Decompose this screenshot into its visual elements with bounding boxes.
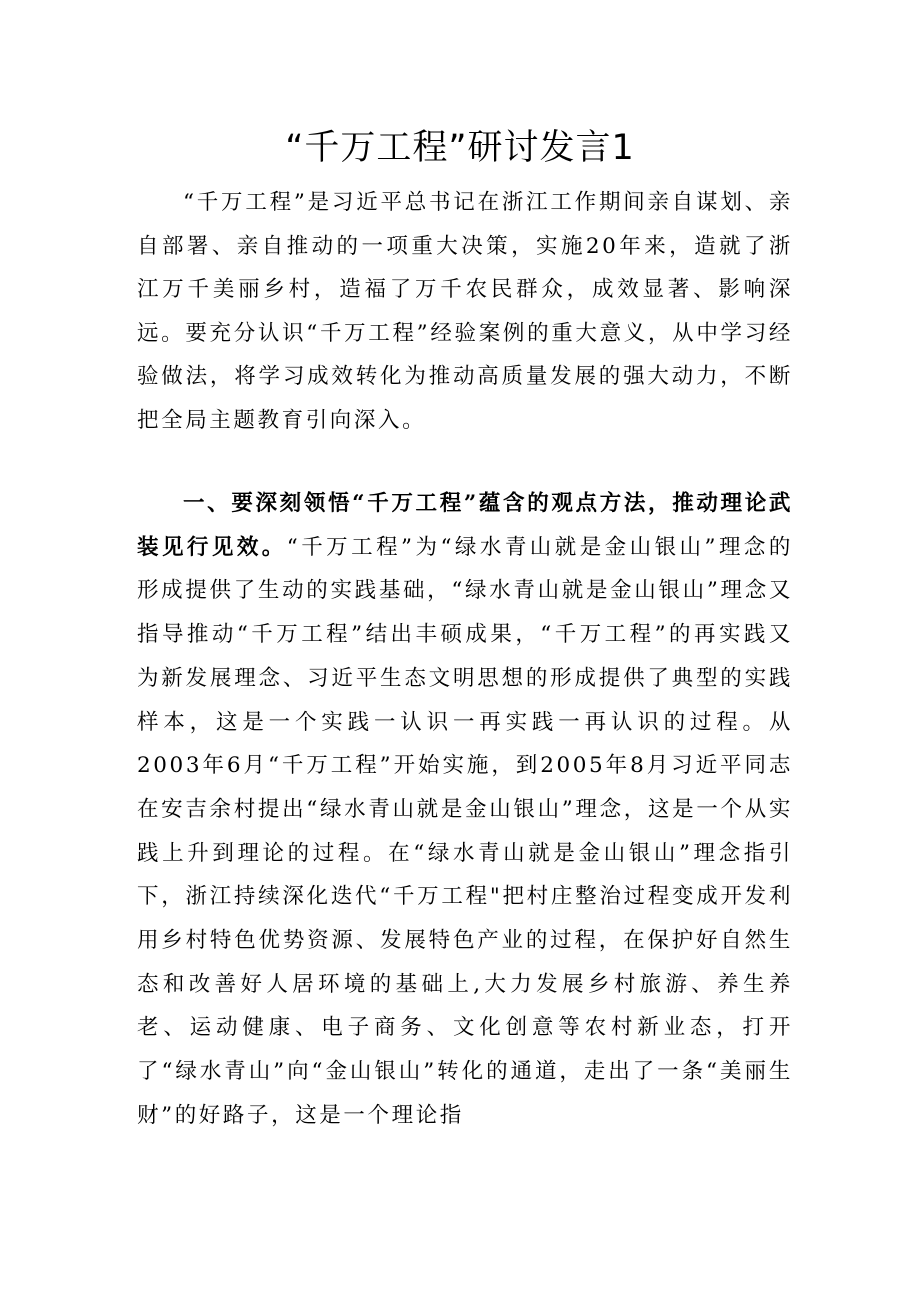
section-1-heading: 一、要深刻领悟“千万工程”蕴含的观点方法，推动理论武装见行见效。: [137, 491, 793, 560]
document-title: “千万工程”研讨发言1: [285, 128, 635, 168]
section-1-body: “千万工程”为“绿水青山就是金山银山”理念的形成提供了生动的实践基础，“绿水青山就是金山银山”理念又指导推动“千万工程”结出丰硕成果，“千万工程”的再实践又为新发展理念、习近平生态文明思想的形成提供了典型的实践样本，这是一个实践一认识一再实践一再认识的过程。从2003年6月“千万工程”开始实施，到2005年8月习近平同志在安吉余村提出“绿水青山就是金山银山”理念，这是一个从实践上升到理论的过程。在“绿水青山就是金山银山”理念指引下，浙江持续深化迭代“千万工程"把村庄整治过程变成开发利用乡村特色优势资源、发展特色产业的过程，在保护好自然生态和改善好人居环境的基础上,大力发展乡村旅游、养生养老、运动健康、电子商务、文化创意等农村新业态，打开了“绿水青山”向“金山银山”转化的通道，走出了一条“美丽生财”的好路子，这是一个理论指: [137, 534, 793, 1128]
section-1-paragraph: [137, 482, 793, 1138]
intro-paragraph: “千万工程”是习近平总书记在浙江工作期间亲自谋划、亲自部署、亲自推动的一项重大决策，实施20年来，造就了浙江万千美丽乡村，造福了万千农民群众，成效显著、影响深远。要充分认识“千万工程”经验案例的重大意义，从中学习经验做法，将学习成效转化为推动高质量发展的强大动力，不断把全局主题教育引向深入。: [137, 190, 793, 433]
